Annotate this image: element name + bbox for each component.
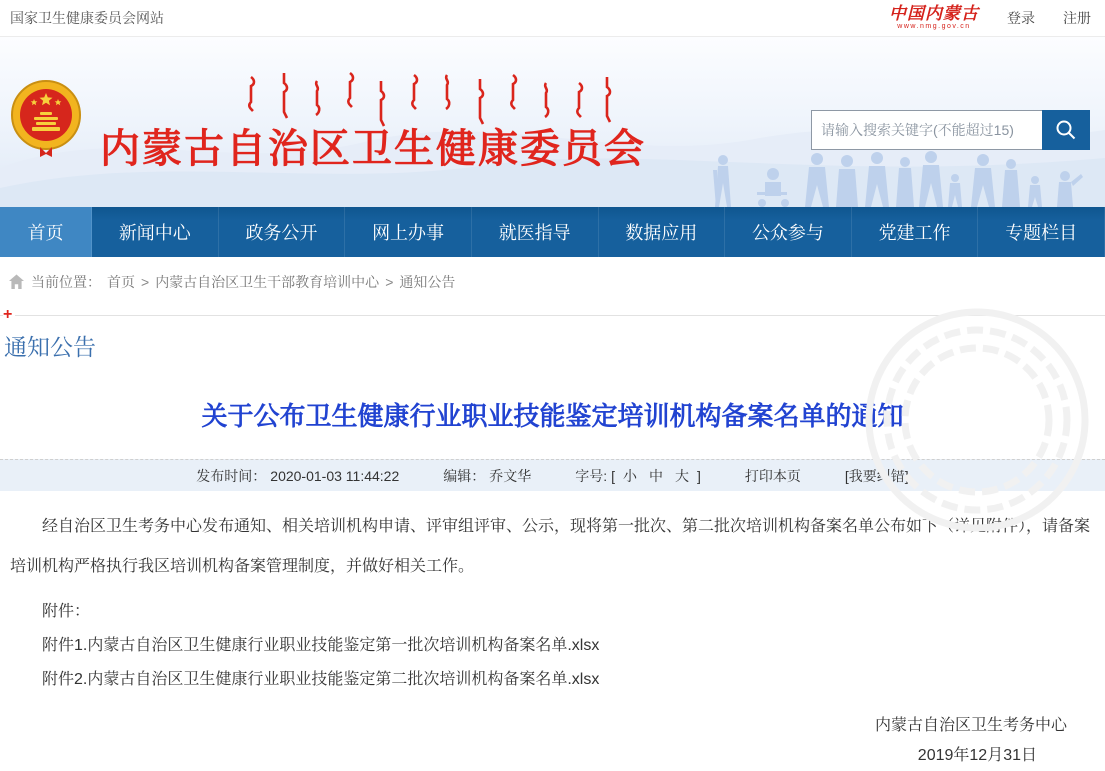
publish-time-value: 2020-01-03 11:44:22 — [270, 467, 400, 484]
publish-time-label: 发布时间： — [196, 467, 267, 484]
editor-label: 编辑： — [443, 467, 486, 484]
national-emblem-icon — [10, 77, 82, 159]
article-body: 经自治区卫生考务中心发布通知、相关培训机构申请、评审组评审、公示，现将第一批次、第二批次培训机构备案名单公布如下（详见附件），请备案培训机构严格执行我区培训机构备案管理制度，并做好相关工作。 — [10, 518, 1091, 575]
main-navigation — [0, 207, 1105, 257]
nav-item-home[interactable]: 首页 — [0, 207, 92, 257]
site-banner — [0, 37, 1105, 207]
people-silhouettes-decoration — [705, 152, 1105, 207]
breadcrumb — [0, 257, 1105, 307]
breadcrumb-separator: > — [385, 274, 394, 290]
china-neimenggu-portal-logo[interactable] — [889, 5, 979, 30]
font-size-medium[interactable]: 中 — [649, 467, 664, 484]
attachments-label: 附件： — [42, 603, 91, 620]
publish-time — [196, 466, 399, 486]
article-title: 关于公布卫生健康行业职业技能鉴定培训机构备案名单的通知 — [201, 402, 904, 431]
report-error-button[interactable]: [我要纠错] — [844, 467, 909, 484]
signature-date: 2019年12月31日 — [917, 747, 1037, 764]
section-divider — [0, 307, 1105, 321]
login-link[interactable]: 登录 — [1007, 10, 1035, 26]
attachment-link-2[interactable]: 附件2.内蒙古自治区卫生健康行业职业技能鉴定第二批次培训机构备案名单.xlsx — [42, 671, 600, 688]
bracket-open: [ — [611, 467, 616, 484]
section-title: 通知公告 — [4, 334, 96, 360]
topbar-right-group — [889, 5, 1091, 30]
national-health-commission-link[interactable]: 国家卫生健康委员会网站 — [10, 10, 164, 26]
top-utility-bar — [0, 0, 1105, 37]
plus-marker-icon: + — [3, 307, 15, 323]
editor — [443, 466, 531, 486]
search-input[interactable] — [811, 110, 1042, 150]
home-icon — [8, 274, 25, 290]
editor-value: 乔文华 — [489, 467, 532, 484]
font-size-label: 字号: — [575, 467, 608, 484]
breadcrumb-label: 当前位置： — [31, 274, 101, 290]
mongolian-script-decoration — [248, 71, 623, 121]
article-meta-bar — [0, 459, 1105, 491]
search-icon — [1055, 119, 1077, 141]
nav-item-special-topics[interactable]: 专题栏目 — [978, 207, 1105, 257]
font-size-control — [575, 466, 701, 486]
breadcrumb-home[interactable]: 首页 — [107, 274, 135, 290]
breadcrumb-separator: > — [141, 274, 150, 290]
nav-item-public-participation[interactable]: 公众参与 — [725, 207, 852, 257]
nav-item-party-building[interactable]: 党建工作 — [852, 207, 979, 257]
search-button[interactable] — [1042, 110, 1090, 150]
print-page-button[interactable]: 打印本页 — [744, 467, 801, 484]
attachment-link-1[interactable]: 附件1.内蒙古自治区卫生健康行业职业技能鉴定第一批次培训机构备案名单.xlsx — [42, 637, 600, 654]
font-size-small[interactable]: 小 — [623, 467, 638, 484]
register-link[interactable]: 注册 — [1063, 10, 1091, 26]
nav-item-gov-disclosure[interactable]: 政务公开 — [219, 207, 346, 257]
site-title: 内蒙古自治区卫生健康委员会 — [100, 127, 646, 171]
breadcrumb-notices[interactable]: 通知公告 — [399, 274, 456, 290]
site-search — [811, 110, 1090, 150]
divider-line — [0, 315, 1105, 316]
breadcrumb-training-center[interactable]: 内蒙古自治区卫生干部教育培训中心 — [155, 274, 380, 290]
nav-item-medical-guide[interactable]: 就医指导 — [472, 207, 599, 257]
portal-logo-text: 中国内蒙古 — [889, 4, 979, 24]
font-size-large[interactable]: 大 — [675, 467, 690, 484]
nav-item-online-services[interactable]: 网上办事 — [345, 207, 472, 257]
signature-organization: 内蒙古自治区卫生考务中心 — [874, 717, 1067, 734]
nav-item-news[interactable]: 新闻中心 — [92, 207, 219, 257]
portal-logo-url: www.nmg.gov.cn — [897, 23, 971, 31]
nav-item-data-apps[interactable]: 数据应用 — [599, 207, 726, 257]
bracket-close: ] — [697, 467, 701, 484]
